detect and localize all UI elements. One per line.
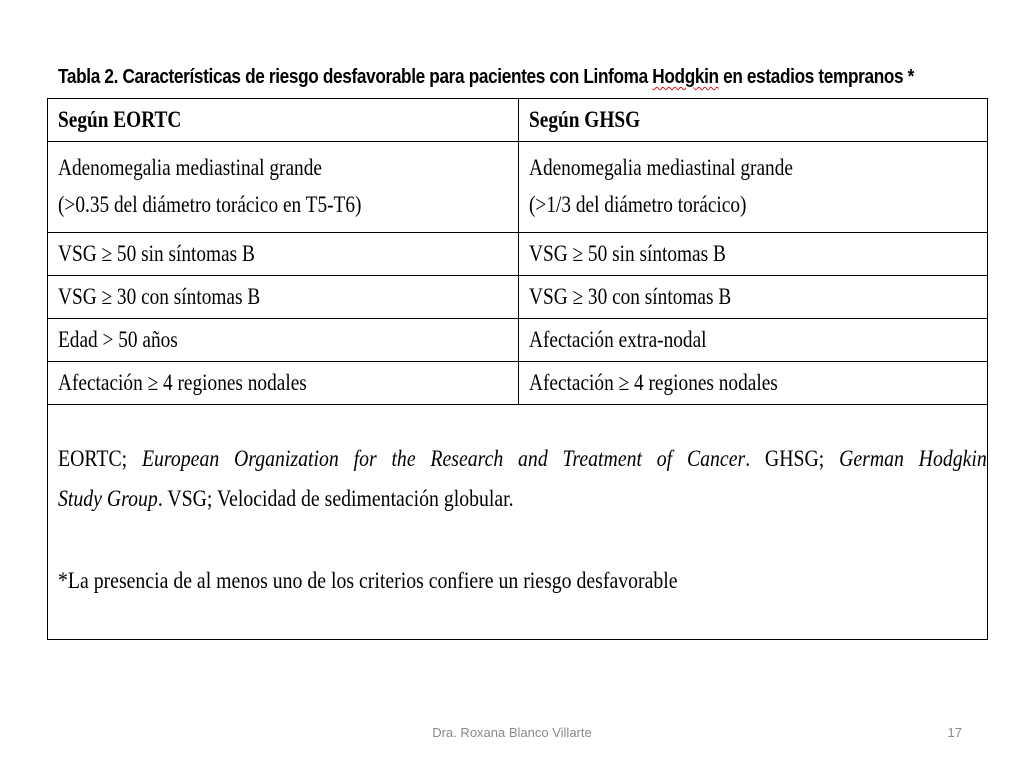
- table-cell-ghsg: VSG ≥ 30 con síntomas B: [518, 276, 987, 319]
- table-cell-ghsg: Afectación ≥ 4 regiones nodales: [518, 362, 987, 405]
- table-row: [48, 362, 987, 405]
- title-text-before: Tabla 2. Características de riesgo desfavorable para pacientes con Linfoma: [58, 66, 653, 88]
- slide-title: [58, 66, 915, 89]
- table-row: [48, 233, 987, 276]
- title-text-spellcheck-word: Hodgkin: [652, 66, 719, 88]
- table-cell-ghsg: Afectación extra-nodal: [518, 319, 987, 362]
- table-row: [48, 276, 987, 319]
- title-text-after: en estadios tempranos *: [718, 66, 915, 88]
- eortc-full-name: European Organization for the Research and Treatment of Cancer: [141, 446, 746, 471]
- table-cell-eortc: VSG ≥ 30 con síntomas B: [48, 276, 518, 319]
- risk-table: [48, 99, 987, 405]
- header-eortc: Según EORTC: [48, 99, 518, 142]
- table-cell-eortc: Afectación ≥ 4 regiones nodales: [48, 362, 518, 405]
- table-cell-eortc: Adenomegalia mediastinal grande (>0.35 del diámetro torácico en T5-T6): [48, 142, 518, 233]
- table-row: [48, 319, 987, 362]
- page-number: 17: [947, 725, 962, 740]
- table-header-row: [48, 99, 987, 142]
- ghsg-full-name-part2: Study Group: [58, 486, 158, 511]
- header-ghsg: Según GHSG: [518, 99, 987, 142]
- asterisk-footnote: *La presencia de al menos uno de los criterios confiere un riesgo desfavorable: [58, 568, 678, 593]
- table-cell-eortc: VSG ≥ 50 sin síntomas B: [48, 233, 518, 276]
- table-row: [48, 142, 987, 233]
- table-cell-eortc: Edad > 50 años: [48, 319, 518, 362]
- vsg-definition: . VSG; Velocidad de sedimentación globular.: [157, 486, 514, 511]
- abbreviations-line-1: EORTC; European Organization for the Research and Treatment of Cancer. GHSG; German Hodgkin: [58, 446, 987, 471]
- table-cell-ghsg: VSG ≥ 50 sin síntomas B: [518, 233, 987, 276]
- table-cell-ghsg: Adenomegalia mediastinal grande (>1/3 del diámetro torácico): [518, 142, 987, 233]
- table-footnotes: [58, 439, 987, 601]
- abbreviations-line-2: [58, 479, 848, 519]
- footer-author: Dra. Roxana Blanco Villarte: [432, 725, 592, 740]
- ghsg-full-name-part1: German Hodgkin: [839, 446, 987, 471]
- risk-table-frame: [47, 98, 988, 640]
